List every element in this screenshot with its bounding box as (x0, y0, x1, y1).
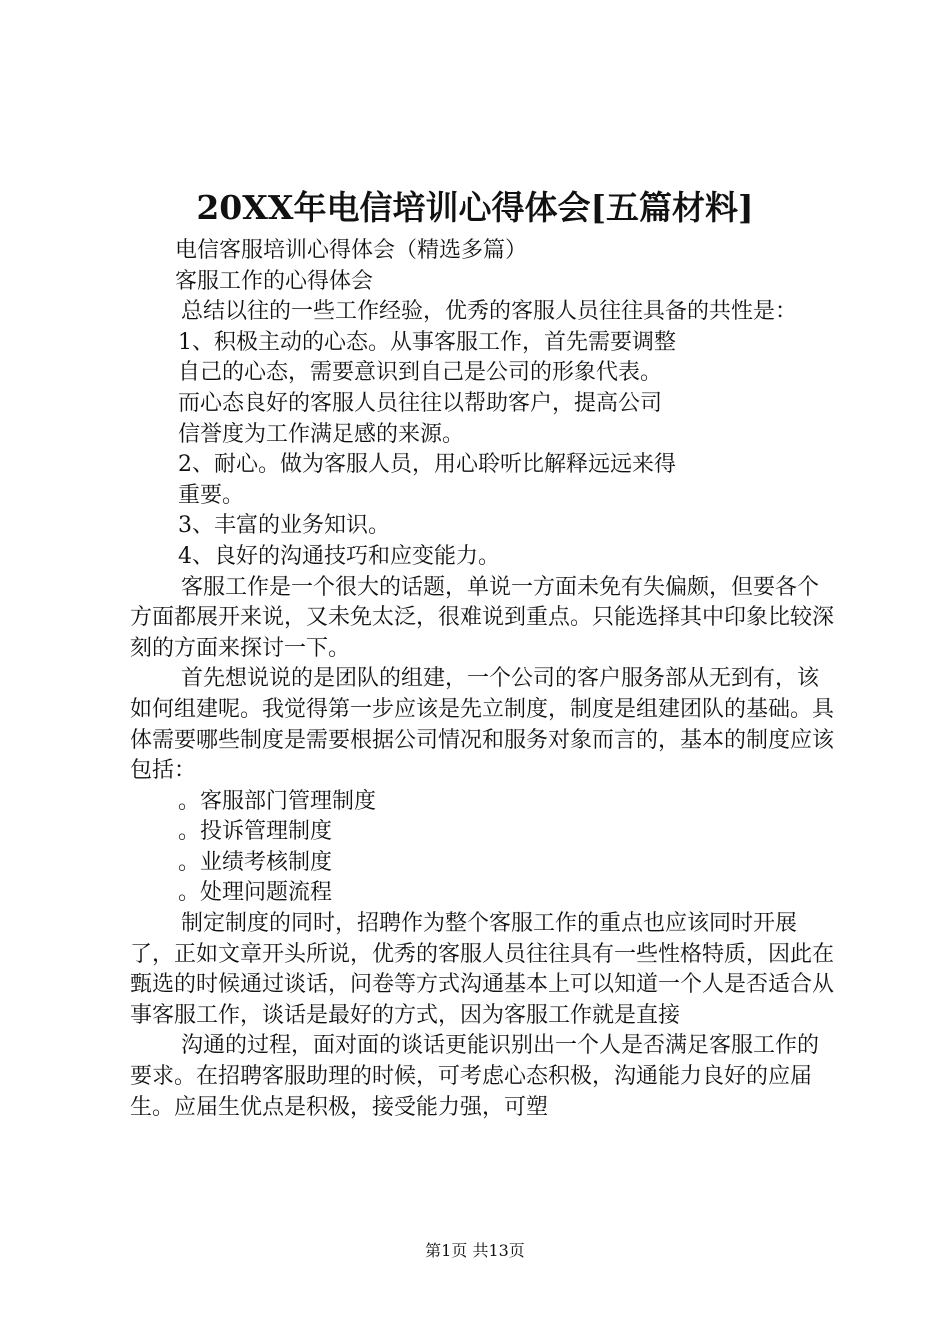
list-item-line: 而心态良好的客服人员往往以帮助客户，提高公司 (178, 390, 663, 416)
paragraph-subtitle: 电信客服培训心得体会（精选多篇） (175, 238, 528, 263)
document-title: 20XX年电信培训心得体会[五篇材料] (196, 188, 754, 227)
bullet-item: 。投诉管理制度 (178, 819, 333, 845)
bullet-item: 。处理问题流程 (178, 880, 333, 906)
paragraph: 制定制度的同时，招聘作为整个客服工作的重点也应该同时开展了，正如文章开头所说，优秀的客服人员往往具有一些性格特质，因此在甄选的时候通过谈话，问卷等方式沟通基本上可以知道一个人是否适合从事客服工作，谈话是最好的方式，因为客服工作就是直接 (130, 911, 835, 1028)
list-item-line: 2、耐心。做为客服人员，用心聆听比解释远远来得 (178, 452, 676, 478)
paragraph: 客服工作是一个很大的话题，单说一方面未免有失偏颇，但要各个方面都展开来说，又未免太泛，很难说到重点。只能选择其中印象比较深刻的方面来探讨一下。 (130, 574, 835, 661)
list-item-line: 重要。 (178, 482, 245, 508)
page-indicator: 第1页 共13页 (425, 1241, 525, 1260)
document-body (130, 236, 835, 1123)
paragraph: 沟通的过程，面对面的谈话更能识别出一个人是否满足客服工作的要求。在招聘客服助理的时候，可考虑心态积极，沟通能力良好的应届生。应届生优点是积极，接受能力强，可塑 (130, 1033, 820, 1120)
paragraph: 首先想说说的是团队的组建，一个公司的客户服务部从无到有，该如何组建呢。我觉得第一步应该是先立制度，制度是组建团队的基础。具体需要哪些制度是需要根据公司情况和服务对象而言的，基本的制度应该包括： (130, 666, 835, 784)
bullet-item: 。业绩考核制度 (178, 849, 333, 875)
list-item-line: 4、良好的沟通技巧和应变能力。 (178, 543, 500, 569)
list-item-line: 信誉度为工作满足感的来源。 (178, 421, 465, 447)
paragraph-heading: 客服工作的心得体会 (175, 268, 374, 294)
paragraph: 总结以往的一些工作经验，优秀的客服人员往往具备的共性是： (181, 299, 798, 325)
list-item-line: 3、丰富的业务知识。 (178, 513, 390, 539)
bullet-item: 。客服部门管理制度 (178, 788, 377, 814)
list-item-line: 1、积极主动的心态。从事客服工作，首先需要调整 (178, 329, 676, 355)
list-item-line: 自己的心态，需要意识到自己是公司的形象代表。 (178, 360, 663, 386)
